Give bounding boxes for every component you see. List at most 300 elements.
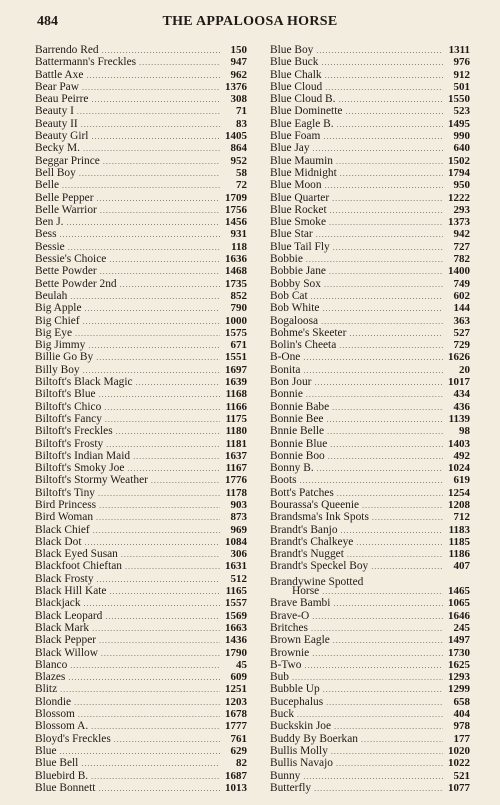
- index-entry: [35, 388, 247, 400]
- page-reference: 947: [230, 56, 247, 69]
- page-reference: 640: [453, 142, 470, 155]
- dot-leader: [62, 179, 220, 191]
- dot-leader: [102, 44, 220, 56]
- horse-name: Butterfly: [270, 781, 312, 794]
- page-reference: 1697: [225, 363, 247, 376]
- dot-leader: [323, 130, 443, 142]
- page-number: 484: [37, 14, 58, 29]
- page-reference: 1569: [225, 609, 247, 622]
- index-entry: [35, 130, 247, 142]
- dot-leader: [120, 278, 220, 290]
- horse-name: Blue Dominette: [270, 105, 343, 118]
- dot-leader: [306, 388, 443, 400]
- horse-name: Big Jimmy: [35, 339, 86, 352]
- dot-leader: [79, 167, 220, 179]
- index-entry: [35, 253, 247, 265]
- horse-name: Black Leopard: [35, 609, 103, 622]
- page-reference: 727: [453, 240, 470, 253]
- index-entry: [35, 278, 247, 290]
- dot-leader: [68, 671, 220, 683]
- page-reference: 864: [230, 142, 247, 155]
- page-reference: 1373: [448, 216, 470, 229]
- index-entry: [270, 44, 470, 56]
- dot-leader: [326, 696, 443, 708]
- index-entry: [270, 351, 470, 363]
- dot-leader: [81, 757, 220, 769]
- index-entry: [270, 438, 470, 450]
- dot-leader: [60, 745, 220, 757]
- horse-name: Brandywine Spotted: [270, 576, 364, 589]
- dot-leader: [311, 290, 443, 302]
- index-entry: [270, 462, 470, 474]
- dot-leader: [110, 585, 221, 597]
- dot-leader: [60, 228, 220, 240]
- index-entry: [35, 364, 247, 376]
- horse-name: Biltoft's Freckles: [35, 425, 113, 438]
- dot-leader: [151, 474, 220, 486]
- page-reference: 1084: [225, 535, 247, 548]
- index-entry: [270, 278, 470, 290]
- index-entry: [35, 450, 247, 462]
- page-reference: 990: [453, 130, 470, 143]
- horse-name: B-Two: [270, 658, 302, 671]
- dot-leader: [313, 142, 443, 154]
- horse-name: Blue Moon: [270, 179, 322, 192]
- horse-name: Blue: [35, 744, 57, 757]
- horse-name: Bullis Navajo: [270, 757, 333, 770]
- page-reference: 712: [453, 511, 470, 524]
- index-entry: [270, 647, 470, 659]
- index-entry: [35, 499, 247, 511]
- horse-name: Bubble Up: [270, 683, 320, 696]
- horse-name: Beauty II: [35, 117, 78, 130]
- index-entry: [270, 683, 470, 695]
- index-entry: [35, 610, 247, 622]
- horse-name: Biltoft's Tiny: [35, 486, 95, 499]
- horse-name: Black Mark: [35, 621, 90, 634]
- page-reference: 978: [453, 720, 470, 733]
- horse-name: Billie Go By: [35, 351, 94, 364]
- horse-name: Blue Bell: [35, 757, 79, 770]
- page-reference: 1077: [448, 781, 470, 794]
- horse-name: Bonita: [270, 363, 301, 376]
- dot-leader: [82, 81, 220, 93]
- horse-name: Blue Bonnett: [35, 781, 96, 794]
- index-entry: [35, 487, 247, 499]
- dot-leader: [99, 634, 220, 646]
- horse-name: Black Willow: [35, 646, 98, 659]
- page-reference: 1254: [448, 486, 470, 499]
- index-entry: [270, 69, 470, 81]
- horse-name: Brandt's Chalkeye: [270, 535, 354, 548]
- dot-leader: [139, 56, 220, 68]
- page-reference: 950: [453, 179, 470, 192]
- dot-leader: [329, 216, 443, 228]
- page-reference: 71: [236, 105, 247, 118]
- index-entry: [270, 585, 470, 597]
- dot-leader: [325, 179, 443, 191]
- page-reference: 1022: [448, 757, 470, 770]
- dot-leader: [327, 425, 443, 437]
- index-entry: [270, 93, 470, 105]
- horse-name: Blue Boy: [270, 44, 314, 56]
- dot-leader: [105, 610, 220, 622]
- index-entry: [35, 241, 247, 253]
- index-entry: [270, 659, 470, 671]
- dot-leader: [304, 659, 443, 671]
- horse-name: Horse: [292, 585, 320, 598]
- index-entry: [270, 265, 470, 277]
- horse-name: Bolin's Cheeta: [270, 339, 337, 352]
- page-reference: 1756: [225, 203, 247, 216]
- dot-leader: [336, 757, 443, 769]
- dot-leader: [336, 155, 443, 167]
- page-reference: 749: [453, 277, 470, 290]
- horse-name: Brandt's Nugget: [270, 548, 344, 561]
- page-reference: 20: [459, 363, 470, 376]
- horse-name: Blue Cloud B.: [270, 93, 336, 106]
- dot-leader: [326, 413, 443, 425]
- index-entry: [270, 622, 470, 634]
- index-entry: [270, 560, 470, 572]
- page-reference: 782: [453, 253, 470, 266]
- dot-leader: [91, 93, 220, 105]
- dot-leader: [109, 253, 220, 265]
- horse-name: Blazes: [35, 671, 66, 684]
- dot-leader: [98, 487, 220, 499]
- dot-leader: [74, 696, 220, 708]
- horse-name: Bogaloosa: [270, 314, 319, 327]
- index-entry: [270, 720, 470, 732]
- dot-leader: [322, 302, 443, 314]
- horse-name: Bucephalus: [270, 695, 324, 708]
- index-entry: [35, 118, 247, 130]
- dot-leader: [85, 302, 220, 314]
- page-reference: 976: [453, 56, 470, 69]
- dot-leader: [60, 683, 220, 695]
- page-reference: 903: [230, 498, 247, 511]
- horse-name: Blue Maumin: [270, 154, 333, 167]
- dot-leader: [78, 708, 220, 720]
- horse-name: Bear Paw: [35, 80, 79, 93]
- index-entry: [270, 105, 470, 117]
- index-entry: [35, 597, 247, 609]
- horse-name: Bonny B.: [270, 462, 314, 475]
- page-reference: 1165: [225, 585, 247, 598]
- horse-name: Black Dot: [35, 535, 82, 548]
- index-entry: [35, 401, 247, 413]
- index-entry: [35, 536, 247, 548]
- page-reference: 658: [453, 695, 470, 708]
- horse-name: Brownie: [270, 646, 310, 659]
- dot-leader: [329, 265, 443, 277]
- horse-name: Brave Bambi: [270, 597, 331, 610]
- dot-leader: [371, 560, 443, 572]
- dot-leader: [361, 733, 443, 745]
- index-entry: [35, 548, 247, 560]
- index-entry: [35, 425, 247, 437]
- dot-leader: [84, 597, 220, 609]
- dot-leader: [99, 499, 220, 511]
- dot-leader: [372, 511, 443, 523]
- page-reference: 1293: [448, 671, 470, 684]
- horse-name: Bloyd's Freckles: [35, 732, 111, 745]
- dot-leader: [330, 438, 443, 450]
- index-entry: [270, 511, 470, 523]
- index-entry: [270, 130, 470, 142]
- page-reference: 1790: [225, 646, 247, 659]
- horse-name: Buck: [270, 708, 295, 721]
- dot-leader: [333, 634, 443, 646]
- index-entry: [35, 290, 247, 302]
- page-reference: 1185: [448, 535, 470, 548]
- horse-name: Biltoft's Frosty: [35, 437, 104, 450]
- dot-leader: [98, 782, 220, 794]
- horse-name: Bessie: [35, 240, 65, 253]
- dot-leader: [325, 69, 443, 81]
- dot-leader: [324, 278, 443, 290]
- horse-name: Blondie: [35, 695, 72, 708]
- index-entry: [270, 413, 470, 425]
- dot-leader: [303, 351, 443, 363]
- dot-leader: [88, 339, 220, 351]
- dot-leader: [133, 450, 220, 462]
- horse-name: Beau Peirre: [35, 93, 89, 106]
- running-title: THE APPALOOSA HORSE: [162, 14, 338, 29]
- index-entry: [35, 81, 247, 93]
- dot-leader: [125, 560, 220, 572]
- index-entry: [270, 634, 470, 646]
- horse-name: Bette Powder: [35, 265, 97, 278]
- page-reference: 761: [230, 732, 247, 745]
- page-reference: 1709: [225, 191, 247, 204]
- page-reference: 619: [453, 474, 470, 487]
- index-entry: [35, 155, 247, 167]
- page-reference: 177: [453, 732, 470, 745]
- page-reference: 609: [230, 671, 247, 684]
- horse-name: Brandt's Banjo: [270, 523, 338, 536]
- horse-name: Blue Tail Fly: [270, 240, 330, 253]
- horse-name: Biltoft's Chico: [35, 400, 102, 413]
- page-reference: 1625: [448, 658, 470, 671]
- index-entry: [270, 782, 470, 794]
- page-reference: 1636: [225, 253, 247, 266]
- horse-name: Beulah: [35, 289, 68, 302]
- horse-name: Black Eyed Susan: [35, 548, 118, 561]
- index-entry: [35, 560, 247, 572]
- index-entry: [270, 142, 470, 154]
- horse-name: Bluebird B.: [35, 769, 89, 782]
- dot-leader: [93, 524, 220, 536]
- page-reference: 629: [230, 744, 247, 757]
- dot-leader: [85, 536, 220, 548]
- horse-name: Billy Boy: [35, 363, 80, 376]
- horse-name: Bourassa's Queenie: [270, 498, 360, 511]
- index-entry: [35, 216, 247, 228]
- page-reference: 1000: [225, 314, 247, 327]
- horse-name: Biltoft's Indian Maid: [35, 449, 131, 462]
- index-entry: [35, 192, 247, 204]
- index-entry: [270, 499, 470, 511]
- horse-name: Big Chief: [35, 314, 80, 327]
- index-entry: [35, 302, 247, 314]
- horse-name: Bonnie Blue: [270, 437, 328, 450]
- index-entry: [270, 167, 470, 179]
- dot-leader: [91, 130, 220, 142]
- page-reference: 962: [230, 68, 247, 81]
- index-entry: [270, 671, 470, 683]
- index-column-right: [270, 44, 470, 794]
- horse-name: Black Pepper: [35, 634, 97, 647]
- page-reference: 245: [453, 621, 470, 634]
- index-entry: [270, 745, 470, 757]
- horse-name: Blackjack: [35, 597, 81, 610]
- page-reference: 1631: [225, 560, 247, 573]
- dot-leader: [92, 622, 220, 634]
- horse-name: Bess: [35, 228, 57, 241]
- horse-name: Biltoft's Fancy: [35, 412, 102, 425]
- index-entry: [35, 228, 247, 240]
- horse-name: Blue Jay: [270, 142, 310, 155]
- page-reference: 1663: [225, 621, 247, 634]
- page-reference: 1222: [448, 191, 470, 204]
- index-entry: [270, 192, 470, 204]
- horse-name: Bullis Molly: [270, 744, 328, 757]
- page-reference: 1730: [448, 646, 470, 659]
- dot-leader: [321, 315, 443, 327]
- page-reference: 1181: [225, 437, 247, 450]
- index-entry: [270, 450, 470, 462]
- dot-leader: [97, 192, 220, 204]
- index-entry: [35, 733, 247, 745]
- page-reference: 1502: [448, 154, 470, 167]
- horse-name: Bobbie Jane: [270, 265, 326, 278]
- dot-leader: [321, 56, 443, 68]
- index-entry: [270, 376, 470, 388]
- dot-leader: [332, 192, 443, 204]
- index-entry: [270, 597, 470, 609]
- horse-name: Brandt's Speckel Boy: [270, 560, 369, 573]
- page-reference: 45: [236, 658, 247, 671]
- horse-name: Brown Eagle: [270, 634, 330, 647]
- horse-name: Bird Princess: [35, 498, 97, 511]
- index-entry: [270, 253, 470, 265]
- dot-leader: [99, 388, 220, 400]
- dot-leader: [316, 44, 443, 56]
- dot-leader: [316, 228, 443, 240]
- dot-leader: [337, 487, 443, 499]
- page-reference: 293: [453, 203, 470, 216]
- index-entry: [35, 770, 247, 782]
- dot-leader: [91, 720, 220, 732]
- page-reference: 1403: [448, 437, 470, 450]
- dot-leader: [337, 118, 443, 130]
- dot-leader: [75, 327, 220, 339]
- page-reference: 83: [236, 117, 247, 130]
- horse-name: Bobby Sox: [270, 277, 321, 290]
- index-entry: [270, 696, 470, 708]
- index-entry: [270, 155, 470, 167]
- page-reference: 58: [236, 166, 247, 179]
- page-reference: 1183: [448, 523, 470, 536]
- index-entry: [35, 351, 247, 363]
- dot-leader: [100, 265, 220, 277]
- page-reference: 1168: [225, 388, 247, 401]
- index-entry: [35, 315, 247, 327]
- page-reference: 1178: [225, 486, 247, 499]
- index-entry: [270, 388, 470, 400]
- index-entry: [35, 56, 247, 68]
- page-reference: 952: [230, 154, 247, 167]
- page-reference: 1139: [448, 412, 470, 425]
- dot-leader: [347, 548, 443, 560]
- page-reference: 1180: [225, 425, 247, 438]
- index-entry: [270, 290, 470, 302]
- page-reference: 671: [230, 339, 247, 352]
- index-entry: [35, 413, 247, 425]
- horse-name: Bell Boy: [35, 166, 76, 179]
- dot-leader: [314, 376, 443, 388]
- horse-name: Bohme's Skeeter: [270, 326, 347, 339]
- horse-name: Bonnie Babe: [270, 400, 330, 413]
- page-reference: 1687: [225, 769, 247, 782]
- page-reference: 931: [230, 228, 247, 241]
- index-entry: [270, 327, 470, 339]
- dot-leader: [83, 364, 220, 376]
- dot-leader: [300, 474, 443, 486]
- dot-leader: [83, 142, 220, 154]
- index-entry: [35, 511, 247, 523]
- horse-name: Bon Jour: [270, 376, 312, 389]
- index-entry: [270, 118, 470, 130]
- page-reference: 1175: [225, 412, 247, 425]
- horse-name: Belle Warrior: [35, 203, 97, 216]
- index-entry: [270, 216, 470, 228]
- dot-leader: [330, 204, 443, 216]
- page-reference: 1639: [225, 376, 247, 389]
- page-reference: 1551: [225, 351, 247, 364]
- horse-name: Belle Pepper: [35, 191, 94, 204]
- index-entry: [35, 585, 247, 597]
- index-entry: [35, 265, 247, 277]
- page-reference: 852: [230, 289, 247, 302]
- horse-name: Blue Rocket: [270, 203, 327, 216]
- index-entry: [270, 708, 470, 720]
- dot-leader: [349, 327, 443, 339]
- index-entry: [270, 81, 470, 93]
- horse-name: Blue Midnight: [270, 166, 337, 179]
- page-reference: 969: [230, 523, 247, 536]
- page-reference: 1495: [448, 117, 470, 130]
- dot-leader: [101, 647, 220, 659]
- page-reference: 434: [453, 388, 470, 401]
- horse-name: Bonnie Boo: [270, 449, 325, 462]
- page-reference: 1468: [225, 265, 247, 278]
- index-entry: [270, 524, 470, 536]
- dot-leader: [306, 253, 443, 265]
- horse-name: Blue Smoke: [270, 216, 327, 229]
- index-entry: [35, 745, 247, 757]
- index-entry: [35, 204, 247, 216]
- horse-name: Britches: [270, 621, 308, 634]
- dot-leader: [339, 339, 443, 351]
- horse-name: Biltoft's Blue: [35, 388, 96, 401]
- horse-name: Boots: [270, 474, 297, 487]
- page-reference: 790: [230, 302, 247, 315]
- index-entry: [35, 438, 247, 450]
- dot-leader: [297, 708, 443, 720]
- dot-leader: [303, 364, 443, 376]
